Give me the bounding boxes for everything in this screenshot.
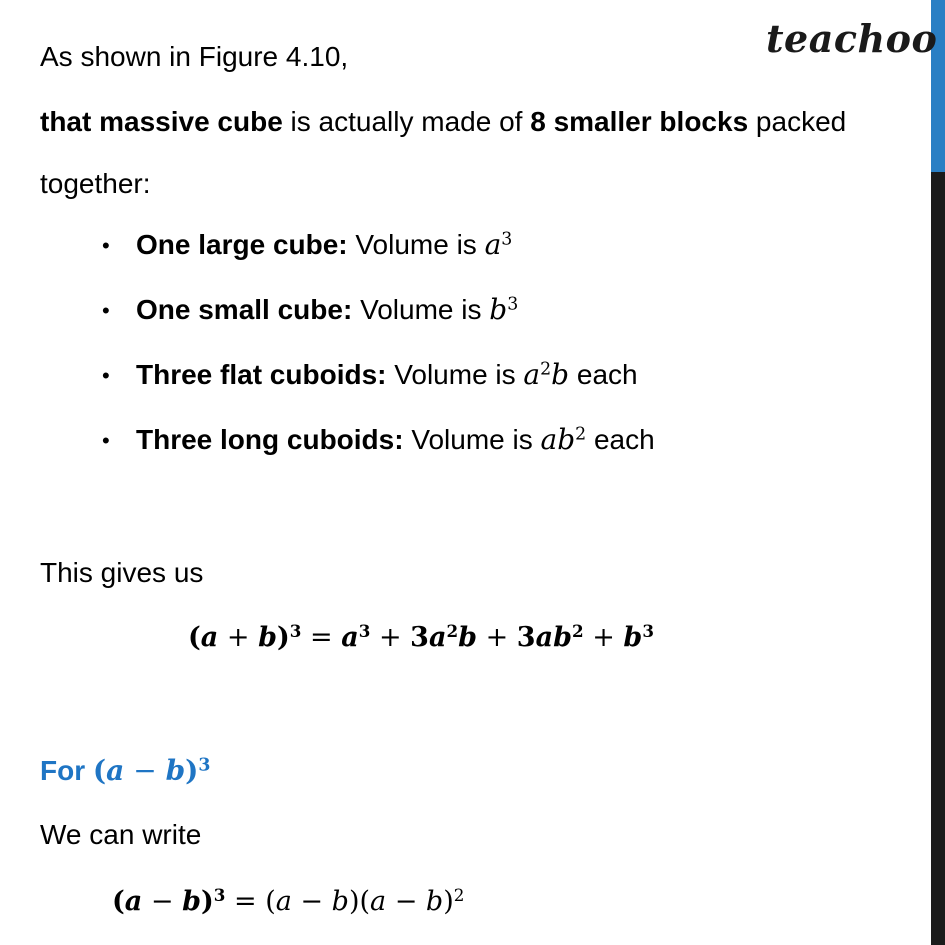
bullet-text: Volume is bbox=[352, 294, 490, 325]
bullet-label: One large cube: bbox=[136, 229, 348, 260]
bullet-flat-cuboids bbox=[136, 358, 638, 392]
bullet-dot: • bbox=[102, 363, 110, 388]
bullet-text: Volume is bbox=[386, 359, 524, 390]
intro-text-end: packed bbox=[748, 106, 847, 137]
bullet-label: Three flat cuboids: bbox=[136, 359, 387, 390]
emphasis-massive-cube: that massive cube bbox=[40, 106, 283, 137]
intro-text: is actually made of bbox=[282, 106, 531, 137]
intro-line-2 bbox=[40, 105, 846, 139]
intro-line-3: together: bbox=[40, 168, 151, 199]
bullet-dot: • bbox=[102, 298, 110, 323]
intro-line-1: As shown in Figure 4.10, bbox=[40, 41, 349, 72]
bullet-large-cube bbox=[136, 228, 512, 262]
math-var: ab bbox=[540, 423, 576, 456]
identity-cube-sum: $(a + b)^3 = a^3 + 3a^2b + 3ab^2 + b^3$ bbox=[188, 620, 654, 653]
teachoo-logo: teachoo bbox=[766, 16, 938, 61]
math-exponent: 2 bbox=[540, 359, 552, 380]
math-var: b bbox=[551, 358, 570, 391]
math-var: a bbox=[523, 358, 541, 391]
bullet-label: One small cube: bbox=[136, 294, 353, 325]
this-gives-us: This gives us bbox=[40, 557, 204, 588]
bullet-text: Volume is bbox=[347, 229, 485, 260]
heading-label: For bbox=[40, 755, 86, 786]
section-heading: For $(a - b)^3$ bbox=[40, 754, 211, 787]
bullet-dot: • bbox=[102, 428, 110, 453]
bullet-small-cube bbox=[136, 293, 518, 327]
scrollbar-track[interactable] bbox=[931, 0, 945, 945]
math-var: a bbox=[484, 228, 502, 261]
math-var: b bbox=[489, 293, 508, 326]
emphasis-smaller-blocks: 8 smaller blocks bbox=[530, 106, 749, 137]
bullet-tail: each bbox=[586, 424, 655, 455]
math-exponent: 2 bbox=[575, 424, 587, 445]
bullet-long-cuboids bbox=[136, 423, 655, 457]
math-exponent: 3 bbox=[501, 229, 513, 250]
math-exponent: 3 bbox=[507, 294, 519, 315]
bullet-label: Three long cuboids: bbox=[136, 424, 404, 455]
bullet-dot: • bbox=[102, 233, 110, 258]
bullet-tail: each bbox=[569, 359, 638, 390]
we-can-write: We can write bbox=[40, 819, 202, 850]
bullet-text: Volume is bbox=[403, 424, 541, 455]
identity-cube-difference: $(a - b)^3 = (a - b)(a - b)^2$ bbox=[112, 884, 465, 917]
